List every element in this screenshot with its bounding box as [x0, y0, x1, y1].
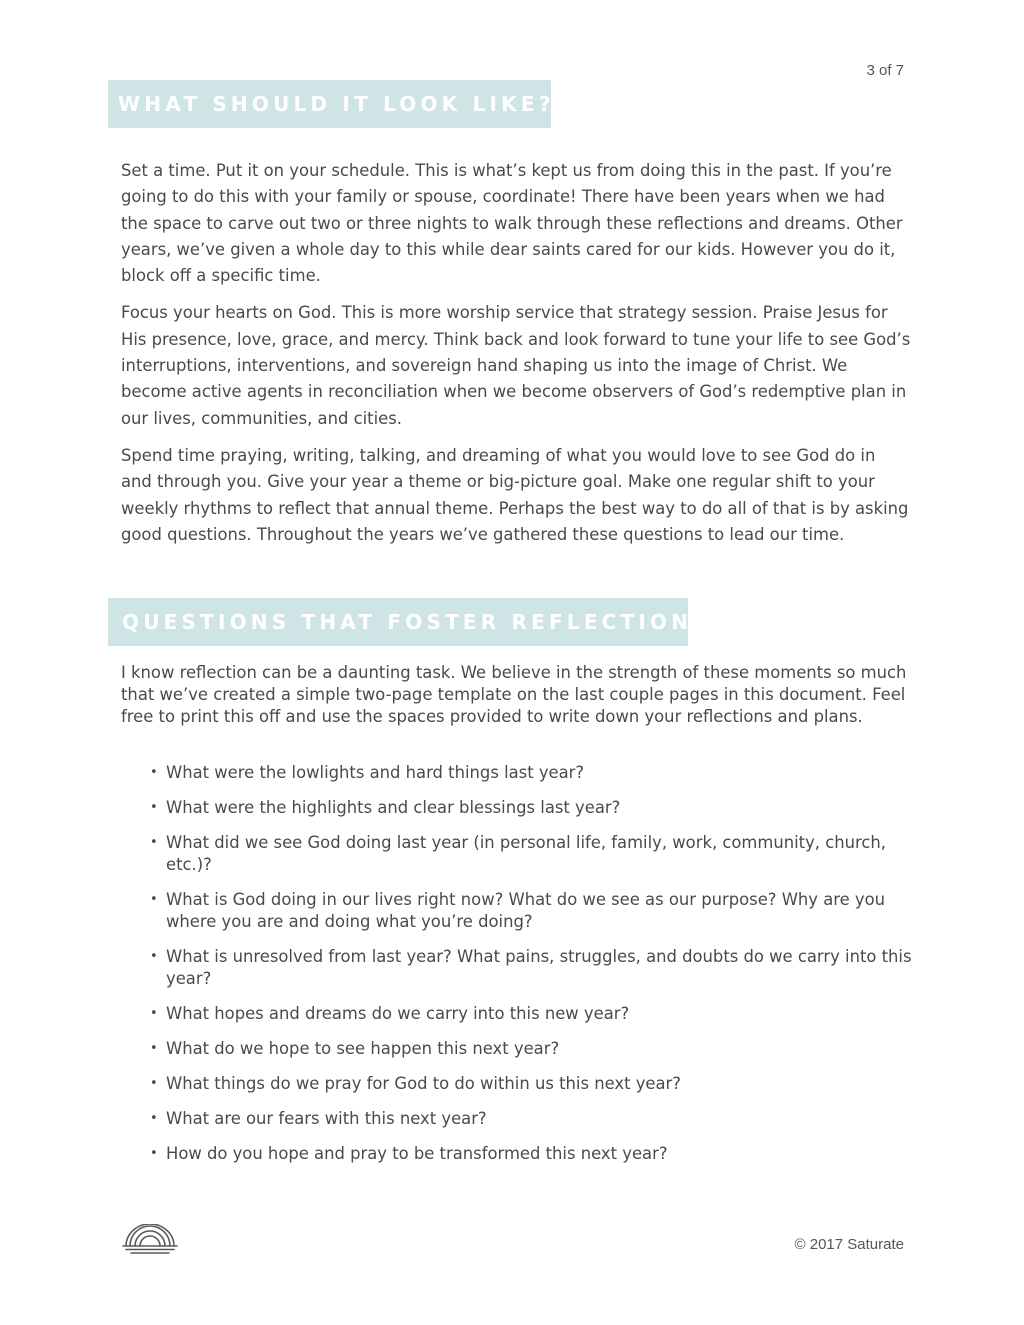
question-text: What is unresolved from last year? What pains, struggles, and doubts do we carry into this year? — [166, 947, 912, 988]
list-item — [148, 1108, 918, 1130]
question-list — [148, 762, 918, 1178]
bullet-icon: • — [150, 1146, 158, 1161]
list-item — [148, 762, 918, 784]
paragraph-focus-your-hearts: Focus your hearts on God. This is more worship service that strategy session. Praise Jesus for His presence, love, grace, and mercy. Think back and look forward to tune your life to see God’s interruptions, interventions, and sovereign hand shaping us into the image of Christ. We become active agents in reconciliation when we become observers of God’s redemptive plan in our lives, communities, and cities. — [121, 303, 911, 428]
bullet-icon: • — [150, 800, 158, 815]
bullet-icon: • — [150, 1006, 158, 1021]
list-item — [148, 832, 918, 876]
question-text: What are our fears with this next year? — [166, 1109, 487, 1128]
section-intro-questions: I know reflection can be a daunting task. We believe in the strength of these moments so much that we’ve created a simple two-page template on the last couple pages in this document. Feel free to print this off and use the spaces provided to write down your reflections and plans. — [121, 663, 907, 726]
bullet-icon: • — [150, 1076, 158, 1091]
bullet-icon: • — [150, 892, 158, 907]
section-heading-questions-that-foster-reflection: QUESTIONS THAT FOSTER REFLECTION — [108, 598, 688, 646]
copyright-text: © 2017 Saturate — [794, 1236, 904, 1253]
section-heading-what-should-it-look-like: WHAT SHOULD IT LOOK LIKE? — [108, 80, 551, 128]
page-number: 3 of 7 — [866, 62, 904, 79]
question-text: What things do we pray for God to do within us this next year? — [166, 1074, 681, 1093]
paragraph-spend-time-praying: Spend time praying, writing, talking, and dreaming of what you would love to see God do in and through you. Give your year a theme or big-picture goal. Make one regular shift to your weekly rhythms to reflect that annual theme. Perhaps the best way to do all of that is by asking good questions. Throughout the years we’ve gathered these questions to lead our time. — [121, 445, 909, 544]
bullet-icon: • — [150, 949, 158, 964]
bullet-icon: • — [150, 1111, 158, 1126]
saturate-logo-icon — [120, 1224, 180, 1254]
section-body-what-should-it-look-like — [121, 158, 911, 559]
bullet-icon: • — [150, 835, 158, 850]
bullet-icon: • — [150, 1041, 158, 1056]
list-item — [148, 946, 918, 990]
list-item — [148, 889, 918, 933]
question-text: What were the lowlights and hard things last year? — [166, 763, 585, 782]
list-item — [148, 1003, 918, 1025]
question-text: What were the highlights and clear blessings last year? — [166, 798, 621, 817]
list-item — [148, 1143, 918, 1165]
list-item — [148, 1073, 918, 1095]
list-item — [148, 797, 918, 819]
question-text: What did we see God doing last year (in personal life, family, work, community, church, etc.)? — [166, 833, 886, 874]
paragraph-set-a-time: Set a time. Put it on your schedule. This is what’s kept us from doing this in the past. If you’re going to do this with your family or spouse, coordinate! There have been years when we had the space to carve out two or three nights to walk through these reflections and dreams. Other years, we’ve given a whole day to this while dear saints cared for our kids. However you do it, block off a specific time. — [121, 161, 903, 286]
question-text: How do you hope and pray to be transformed this next year? — [166, 1144, 668, 1163]
question-text: What do we hope to see happen this next year? — [166, 1039, 560, 1058]
question-text: What hopes and dreams do we carry into this new year? — [166, 1004, 630, 1023]
question-text: What is God doing in our lives right now? What do we see as our purpose? Why are you where you are and doing what you’re doing? — [166, 890, 886, 931]
bullet-icon: • — [150, 765, 158, 780]
list-item — [148, 1038, 918, 1060]
